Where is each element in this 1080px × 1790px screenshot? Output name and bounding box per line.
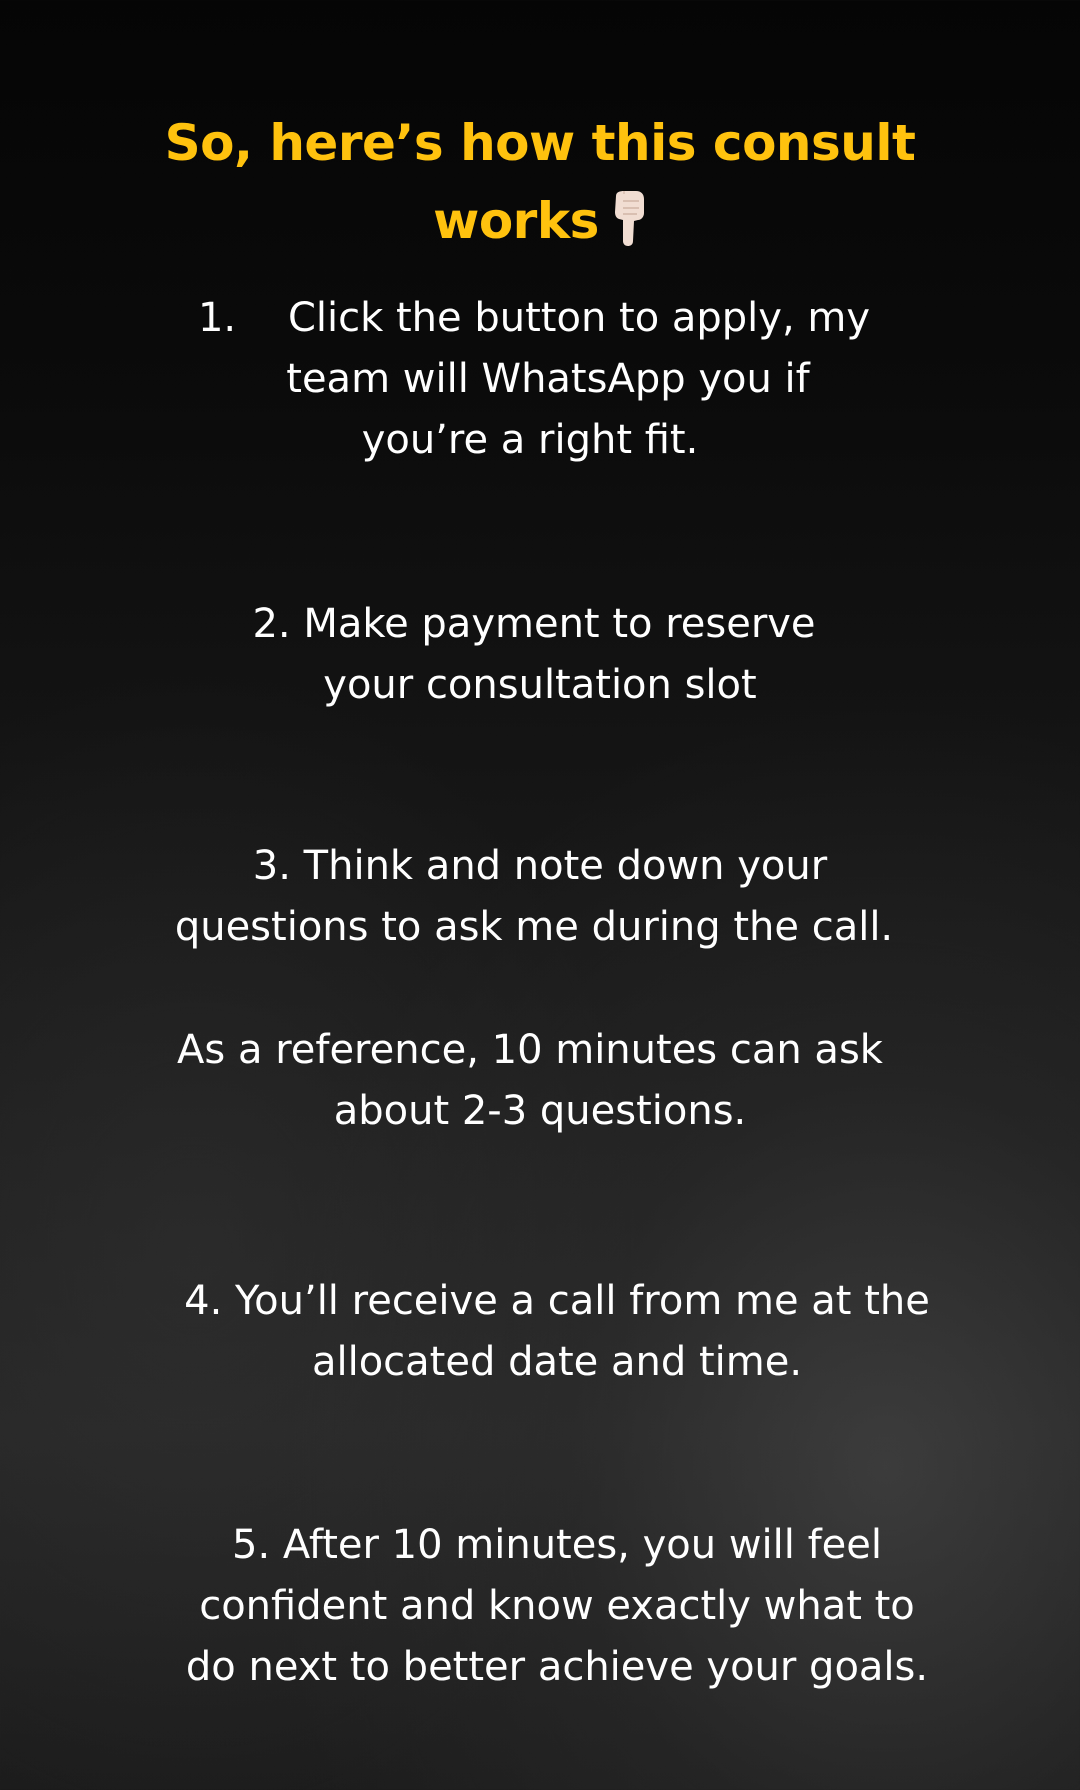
step-1-line-1 [0, 288, 1074, 349]
step-4 [0, 1271, 1080, 1393]
step-1-line-3: you’re a right fit. [361, 417, 699, 463]
title-line-2 [0, 182, 1080, 268]
step-4-line-1: 4. You’ll receive a call from me at the [184, 1278, 930, 1324]
step-2-line-1: 2. Make payment to reserve [252, 601, 816, 647]
step-1-line-1-text: Click the button to apply, my [287, 295, 871, 341]
pointing-down-hand-icon [609, 190, 647, 268]
step-3 [0, 836, 1080, 958]
step-5-line-2: confident and know exactly what to [199, 1583, 915, 1629]
reference-note-line-2: about 2-3 questions. [333, 1088, 747, 1134]
step-5-line-3: do next to better achieve your goals. [185, 1644, 929, 1690]
step-4-line-2: allocated date and time. [311, 1339, 803, 1385]
step-1-number: 1. [197, 295, 237, 341]
step-5 [0, 1515, 1080, 1698]
step-3-line-2: questions to ask me during the call. [174, 904, 894, 950]
step-1-line-2: team will WhatsApp you if [286, 356, 810, 402]
reference-note-line-1: As a reference, 10 minutes can ask [177, 1027, 883, 1073]
title-line-2-text: works [433, 191, 599, 250]
step-2-line-2: your consultation slot [323, 662, 757, 708]
step-3-line-1: 3. Think and note down your [252, 843, 828, 889]
title-line-1: So, here’s how this consult [164, 113, 916, 172]
step-1 [0, 288, 1080, 471]
step-5-line-1: 5. After 10 minutes, you will feel [232, 1522, 882, 1568]
step-3-reference-note [0, 1020, 1080, 1142]
step-2 [0, 594, 1080, 716]
page-title [0, 104, 1080, 268]
